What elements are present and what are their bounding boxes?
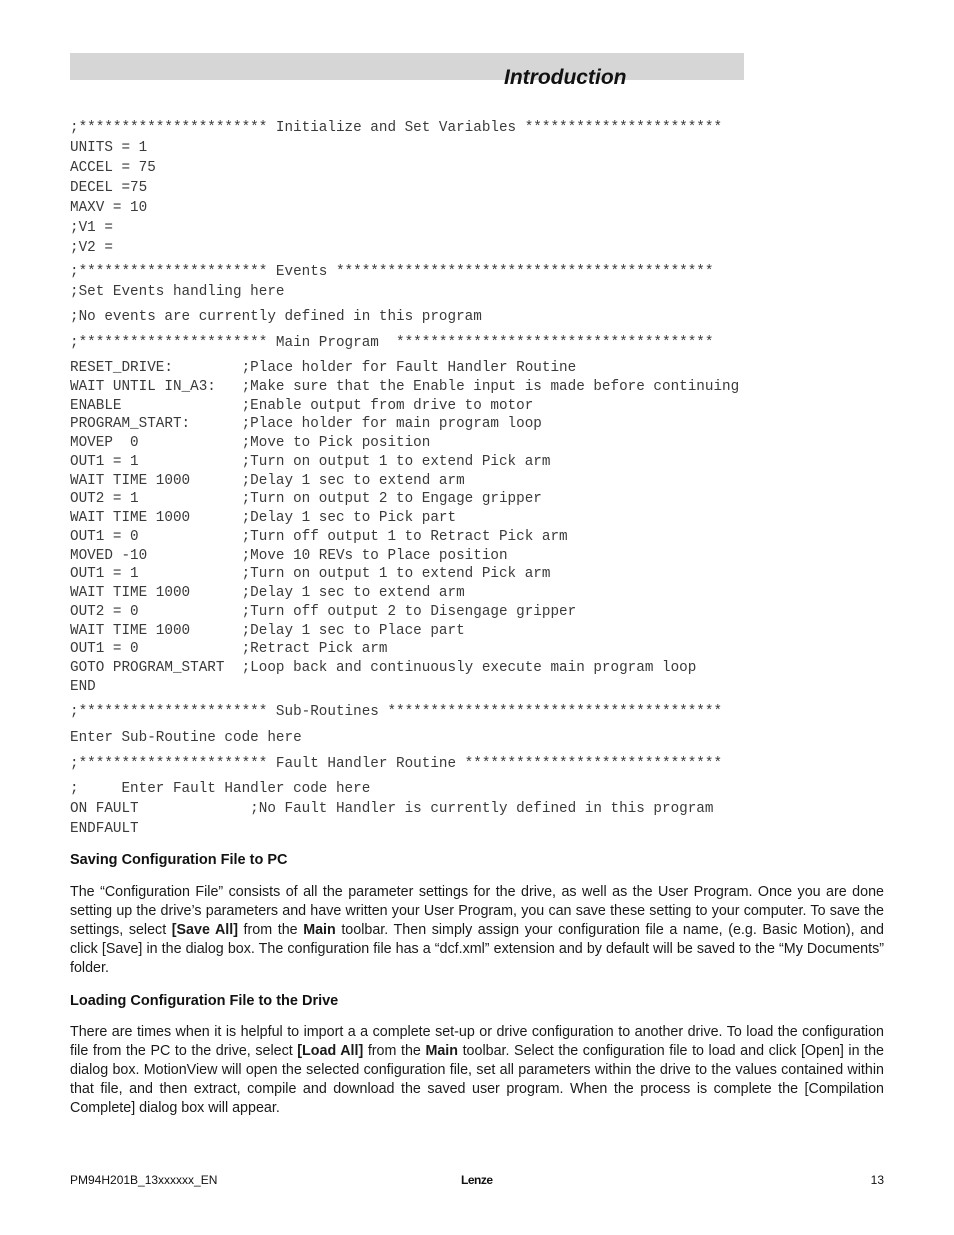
code-line: PROGRAM_START: ;Place holder for main program loop bbox=[70, 416, 542, 433]
code-line: ;Set Events handling here bbox=[70, 284, 285, 300]
paragraph-text: There are times when it is helpful to import a a complete set-up or drive configuration to another drive. To load the configuration file from the PC to the drive, select bbox=[70, 1024, 884, 1059]
code-line: WAIT TIME 1000 ;Delay 1 sec to Pick part bbox=[70, 510, 457, 526]
code-line: ;********************** Main Program ************************************* bbox=[70, 335, 714, 351]
code-line: WAIT UNTIL IN_A3: ;Make sure that the Enable input is made before continuing bbox=[70, 378, 740, 395]
code-line: ON FAULT ;No Fault Handler is currently defined in this program bbox=[70, 801, 714, 817]
code-line: WAIT TIME 1000 ;Delay 1 sec to Place part bbox=[70, 622, 465, 639]
code-line: RESET_DRIVE: ;Place holder for Fault Handler Routine bbox=[70, 360, 577, 376]
section-paragraph-loading bbox=[70, 1023, 884, 1118]
code-line: WAIT TIME 1000 ;Delay 1 sec to extend arm bbox=[70, 472, 465, 489]
paragraph-text: from the bbox=[363, 1043, 426, 1059]
code-line: ENDFAULT bbox=[70, 821, 139, 837]
paragraph-text: toolbar. Then simply assign your configuration file a name, (e.g. Basic Motion), and click [Save] in the dialog box. The configuration file has a “dcf.xml” extension and by default will be saved to the “My Documents” folder. bbox=[70, 922, 884, 976]
code-block-no-events bbox=[70, 307, 482, 327]
code-block-fault-header bbox=[70, 754, 722, 774]
code-line: ;********************** Initialize and Set Variables *********************** bbox=[70, 120, 723, 136]
section-paragraph-saving bbox=[70, 883, 884, 978]
code-line: OUT1 = 1 ;Turn on output 1 to extend Pick arm bbox=[70, 453, 551, 470]
code-block-events bbox=[70, 262, 713, 302]
section-heading-saving: Saving Configuration File to PC bbox=[70, 852, 288, 868]
code-line: MOVED -10 ;Move 10 REVs to Place position bbox=[70, 547, 508, 564]
code-block-fault-body bbox=[70, 779, 713, 839]
code-line: ;V1 = bbox=[70, 220, 113, 236]
code-line: MAXV = 10 bbox=[70, 200, 148, 216]
code-block-variables bbox=[70, 118, 722, 258]
code-line: Enter Sub-Routine code here bbox=[70, 730, 302, 746]
code-line: DECEL =75 bbox=[70, 180, 148, 196]
code-block-subroutines-header bbox=[70, 702, 722, 722]
code-line: MOVEP 0 ;Move to Pick position bbox=[70, 435, 431, 451]
section-heading-loading: Loading Configuration File to the Drive bbox=[70, 993, 339, 1009]
code-line: OUT1 = 1 ;Turn on output 1 to extend Pick arm bbox=[70, 566, 551, 583]
code-line: OUT2 = 1 ;Turn on output 2 to Engage gripper bbox=[70, 491, 542, 508]
code-line: ;V2 = bbox=[70, 240, 113, 256]
footer-brand: Lenze bbox=[461, 1173, 493, 1187]
code-block-main-program bbox=[70, 359, 739, 697]
code-line: ;No events are currently defined in this program bbox=[70, 309, 482, 325]
paragraph-text: The “Configuration File” consists of all the parameter settings for the drive, as well as the User Program. Once you are done setting up the drive’s parameters and have written your User Program, you can save these setting to your computer. To save the settings, select bbox=[70, 884, 884, 938]
code-line: ; Enter Fault Handler code here bbox=[70, 781, 371, 797]
code-block-main-header bbox=[70, 333, 713, 353]
page-title: Introduction bbox=[504, 66, 627, 89]
code-block-subroutine-body bbox=[70, 728, 302, 748]
code-line: ;********************** Fault Handler Routine ****************************** bbox=[70, 756, 723, 772]
code-line: UNITS = 1 bbox=[70, 140, 148, 156]
code-line: OUT2 = 0 ;Turn off output 2 to Disengage gripper bbox=[70, 603, 577, 620]
paragraph-bold-text: [Load All] bbox=[297, 1043, 364, 1059]
paragraph-bold-text: [Save All] bbox=[171, 922, 238, 938]
code-line: ENABLE ;Enable output from drive to motor bbox=[70, 397, 534, 414]
paragraph-text: toolbar. Select the configuration file to load and click [Open] in the dialog box. MotionView will open the selected configuration file, set all parameters within the drive to the values contained within that file, and then extract, compile and download the saved user program. When the process is complete the [Compilation Complete] dialog box will appear. bbox=[70, 1043, 885, 1116]
code-line: ;********************** Events ******************************************** bbox=[70, 264, 714, 280]
code-line: END bbox=[70, 678, 96, 695]
header-bar bbox=[70, 53, 744, 80]
code-line: ACCEL = 75 bbox=[70, 160, 156, 176]
code-line: OUT1 = 0 ;Retract Pick arm bbox=[70, 641, 388, 658]
code-line: ;********************** Sub-Routines *************************************** bbox=[70, 704, 723, 720]
footer-page-number: 13 bbox=[870, 1173, 884, 1187]
paragraph-text: from the bbox=[237, 922, 304, 938]
paragraph-bold-text: Main bbox=[303, 922, 336, 938]
paragraph-bold-text: Main bbox=[425, 1043, 459, 1059]
footer-doc-id: PM94H201B_13xxxxxx_EN bbox=[70, 1173, 218, 1187]
code-line: GOTO PROGRAM_START ;Loop back and continuously execute main program loop bbox=[70, 660, 697, 676]
code-line: OUT1 = 0 ;Turn off output 1 to Retract Pick arm bbox=[70, 528, 568, 545]
code-line: WAIT TIME 1000 ;Delay 1 sec to extend arm bbox=[70, 585, 465, 601]
